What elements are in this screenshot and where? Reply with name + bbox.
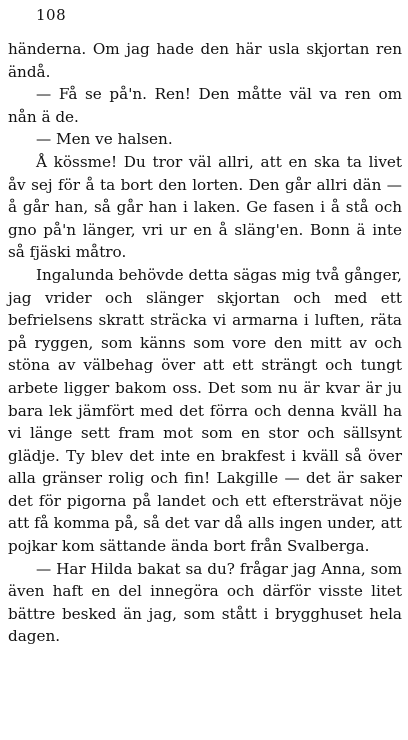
page-number: 108: [36, 6, 67, 24]
paragraph-dialogue-4: — Har Hilda bakat sa du? frågar jag Anna, som även haft en del innegöra och därför visste litet bättre besked än jag, som stått i brygghuset hela dagen.: [8, 559, 402, 646]
paragraph-narrative: Ingalunda behövde detta sägas mig två gånger, jag vrider och slänger skjortan och med ett befrielsens skratt sträcka vi armarna i luften, räta på ryggen, som känns som vore den mitt av och stöna av välbehag över att ett strängt och tungt arbete ligger bakom oss. Det som nu är kvar är ju bara lek jämfört med det förra och denna kväll ha vi länge sett fram mot som en stor och sällsynt glädje. Ty blev det inte en brakfest i kväll så över alla gränser rolig och fin! Lakgille — det är saker det för pigorna på landet och ett eftersträvat nöje att få komma på, så det var då alls ingen under, att pojkar kom sättande ända bort från Svalberga.: [8, 265, 402, 556]
paragraph-continuation: händerna. Om jag hade den här usla skjortan ren ändå.: [8, 40, 402, 81]
paragraph-dialogue-3: Å kössme! Du tror väl allri, att en ska ta livet åv sej för å ta bort den lorten. Den går allri dän — å går han, så går han i laken. Ge fasen i å stå och gno på'n länger, vri ur en å släng'en. Bonn ä inte så fjäski måtro.: [8, 152, 402, 262]
paragraph-dialogue-2: — Men ve halsen.: [36, 130, 173, 149]
paragraph-dialogue-1: — Få se på'n. Ren! Den måtte väl va ren om nån ä de.: [8, 85, 402, 126]
